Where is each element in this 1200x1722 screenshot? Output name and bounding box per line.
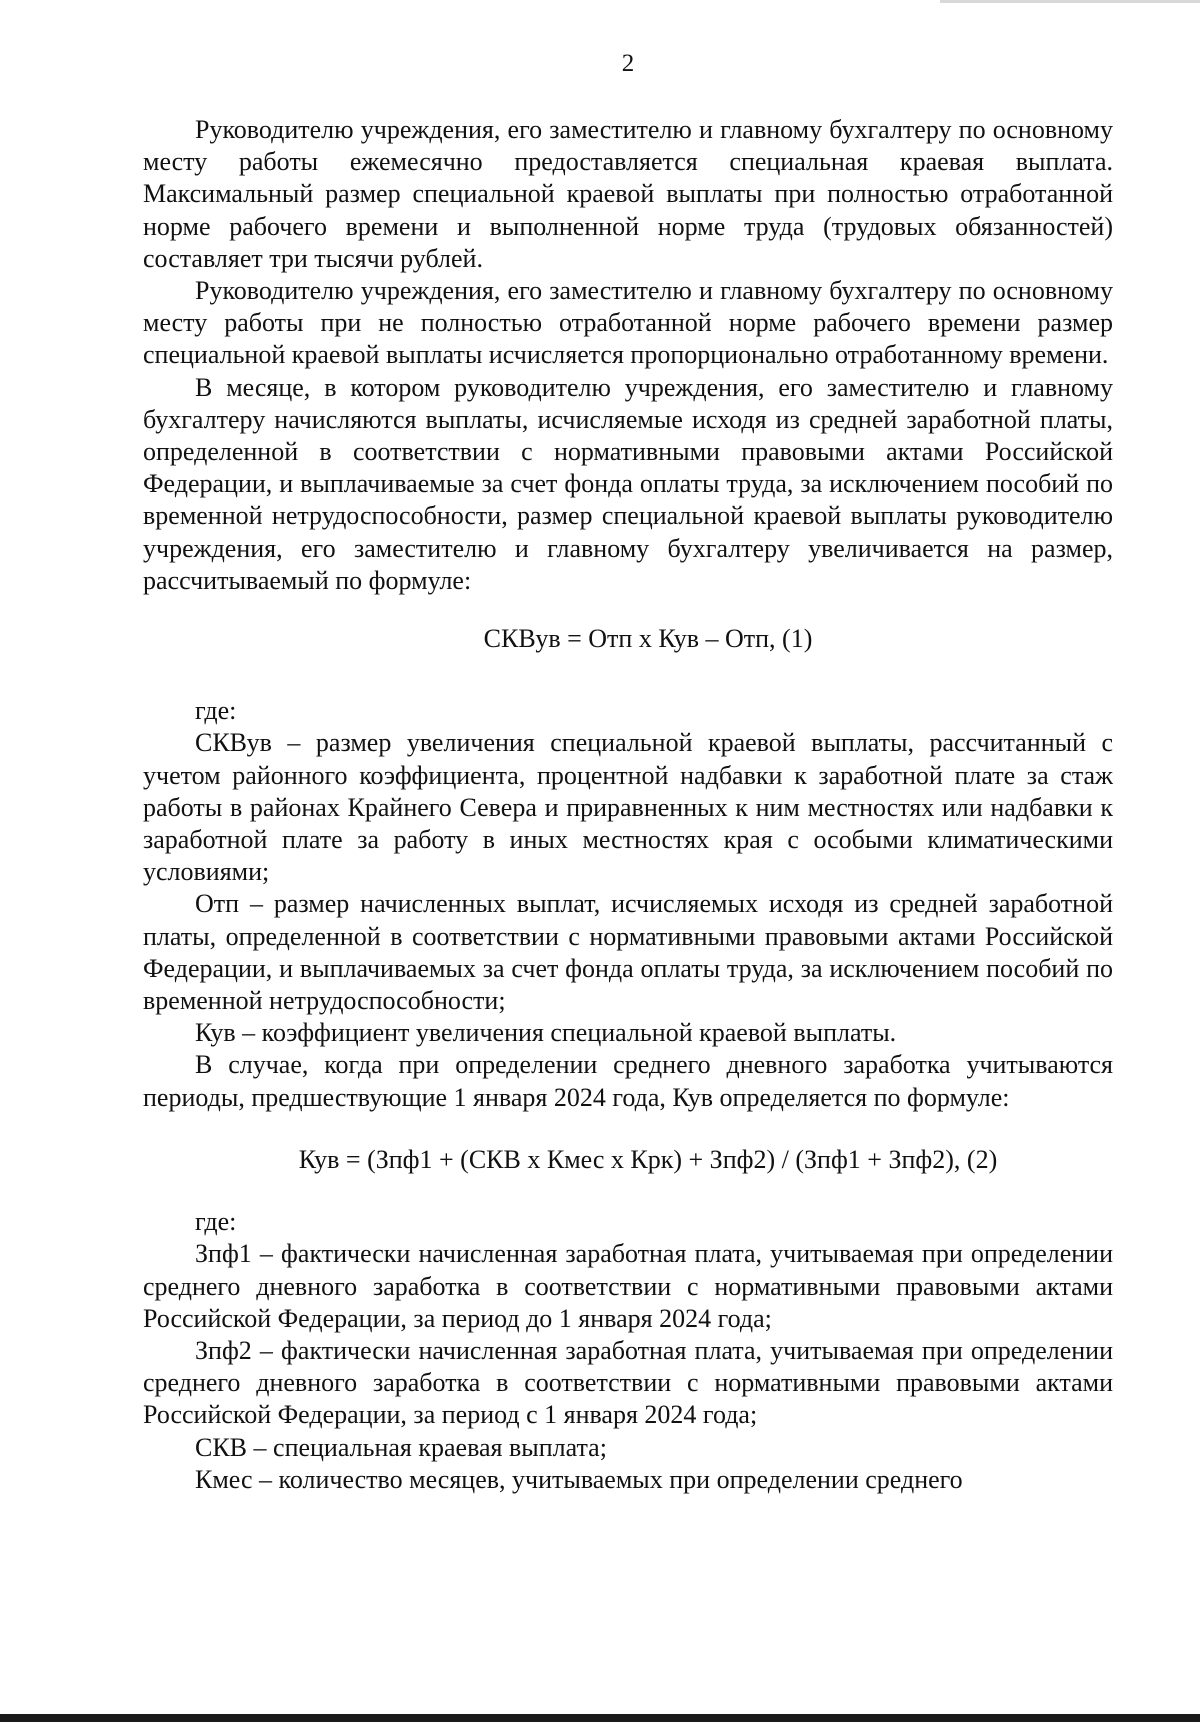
definition-kuv: Кув – коэффициент увеличения специальной краевой выплаты. [195,1018,897,1048]
where-label-1: где: [195,696,237,726]
paragraph-special-payment: Руководителю учреждения, его заместителю и главному бухгалтеру по основному месту работы ежемесячно предоставляется специальная краевая выплата. Максимальный размер специальной краевой выплаты при полностью отработанной норме рабочего времени и выполненной норме труда (трудовых обязанностей) составляет три тысячи рублей. [143,115,1113,273]
definition-skvuv: СКВув – размер увеличения специальной краевой выплаты, рассчитанный с учетом районного коэффициента, процентной надбавки к заработной плате за стаж работы в районах Крайнего Севера и приравненных к ним местностях или надбавки к заработной плате за работу в иных местностях края с особыми климатическими условиями; [143,728,1113,887]
paragraph-increase-rule: В месяце, в котором руководителю учреждения, его заместителю и главному бухгалтеру начисляются выплаты, исчисляемые исходя из средней заработной платы, определенной в соответствии с нормативными правовыми актами Российской Федерации, и выплачиваемые за счет фонда оплаты труда, за исключением пособий по временной нетрудоспособности, размер специальной краевой выплаты руководителю учреждения, его заместителю и главному бухгалтеру увеличивается на размер, рассчитываемый по формуле: [143,372,1113,595]
definition-skv: СКВ – специальная краевая выплата; [195,1432,607,1462]
scan-edge-top [940,0,1200,3]
where-label-2: где: [195,1207,237,1237]
definition-zpf2: Зпф2 – фактически начисленная заработная плата, учитываемая при определении среднего дневного заработка в соответствии с нормативными правовыми актами Российской Федерации, за период с 1 января 2024 года; [143,1335,1113,1430]
page-number: 2 [621,50,635,77]
document-body [143,114,1113,1496]
definition-kmes: Кмес – количество месяцев, учитываемых при определении среднего [195,1464,963,1494]
definition-otp: Отп – размер начисленных выплат, исчисляемых исходя из средней заработной платы, определенной в соответствии с нормативными правовыми актами Российской Федерации, и выплачиваемых за счет фонда оплаты труда, за исключением пособий по временной нетрудоспособности; [143,889,1113,1016]
scan-edge-bottom [0,1714,1200,1722]
formula-1: СКВув = Отп х Кув – Отп, (1) [483,624,813,654]
paragraph-proportional-payment: Руководителю учреждения, его заместителю и главному бухгалтеру по основному месту работы при не полностью отработанной норме рабочего времени размер специальной краевой выплаты исчисляется пропорционально отработанному времени. [143,276,1113,370]
paragraph-kuv-condition: В случае, когда при определении среднего дневного заработка учитываются периоды, предшествующие 1 января 2024 года, Кув определяется по формуле: [143,1050,1113,1112]
definition-zpf1: Зпф1 – фактически начисленная заработная плата, учитываемая при определении среднего дневного заработка в соответствии с нормативными правовыми актами Российской Федерации, за период до 1 января 2024 года; [143,1239,1113,1333]
formula-2: Кув = (Зпф1 + (СКВ х Кмес х Крк) + Зпф2) / (Зпф1 + Зпф2), (2) [298,1144,998,1174]
